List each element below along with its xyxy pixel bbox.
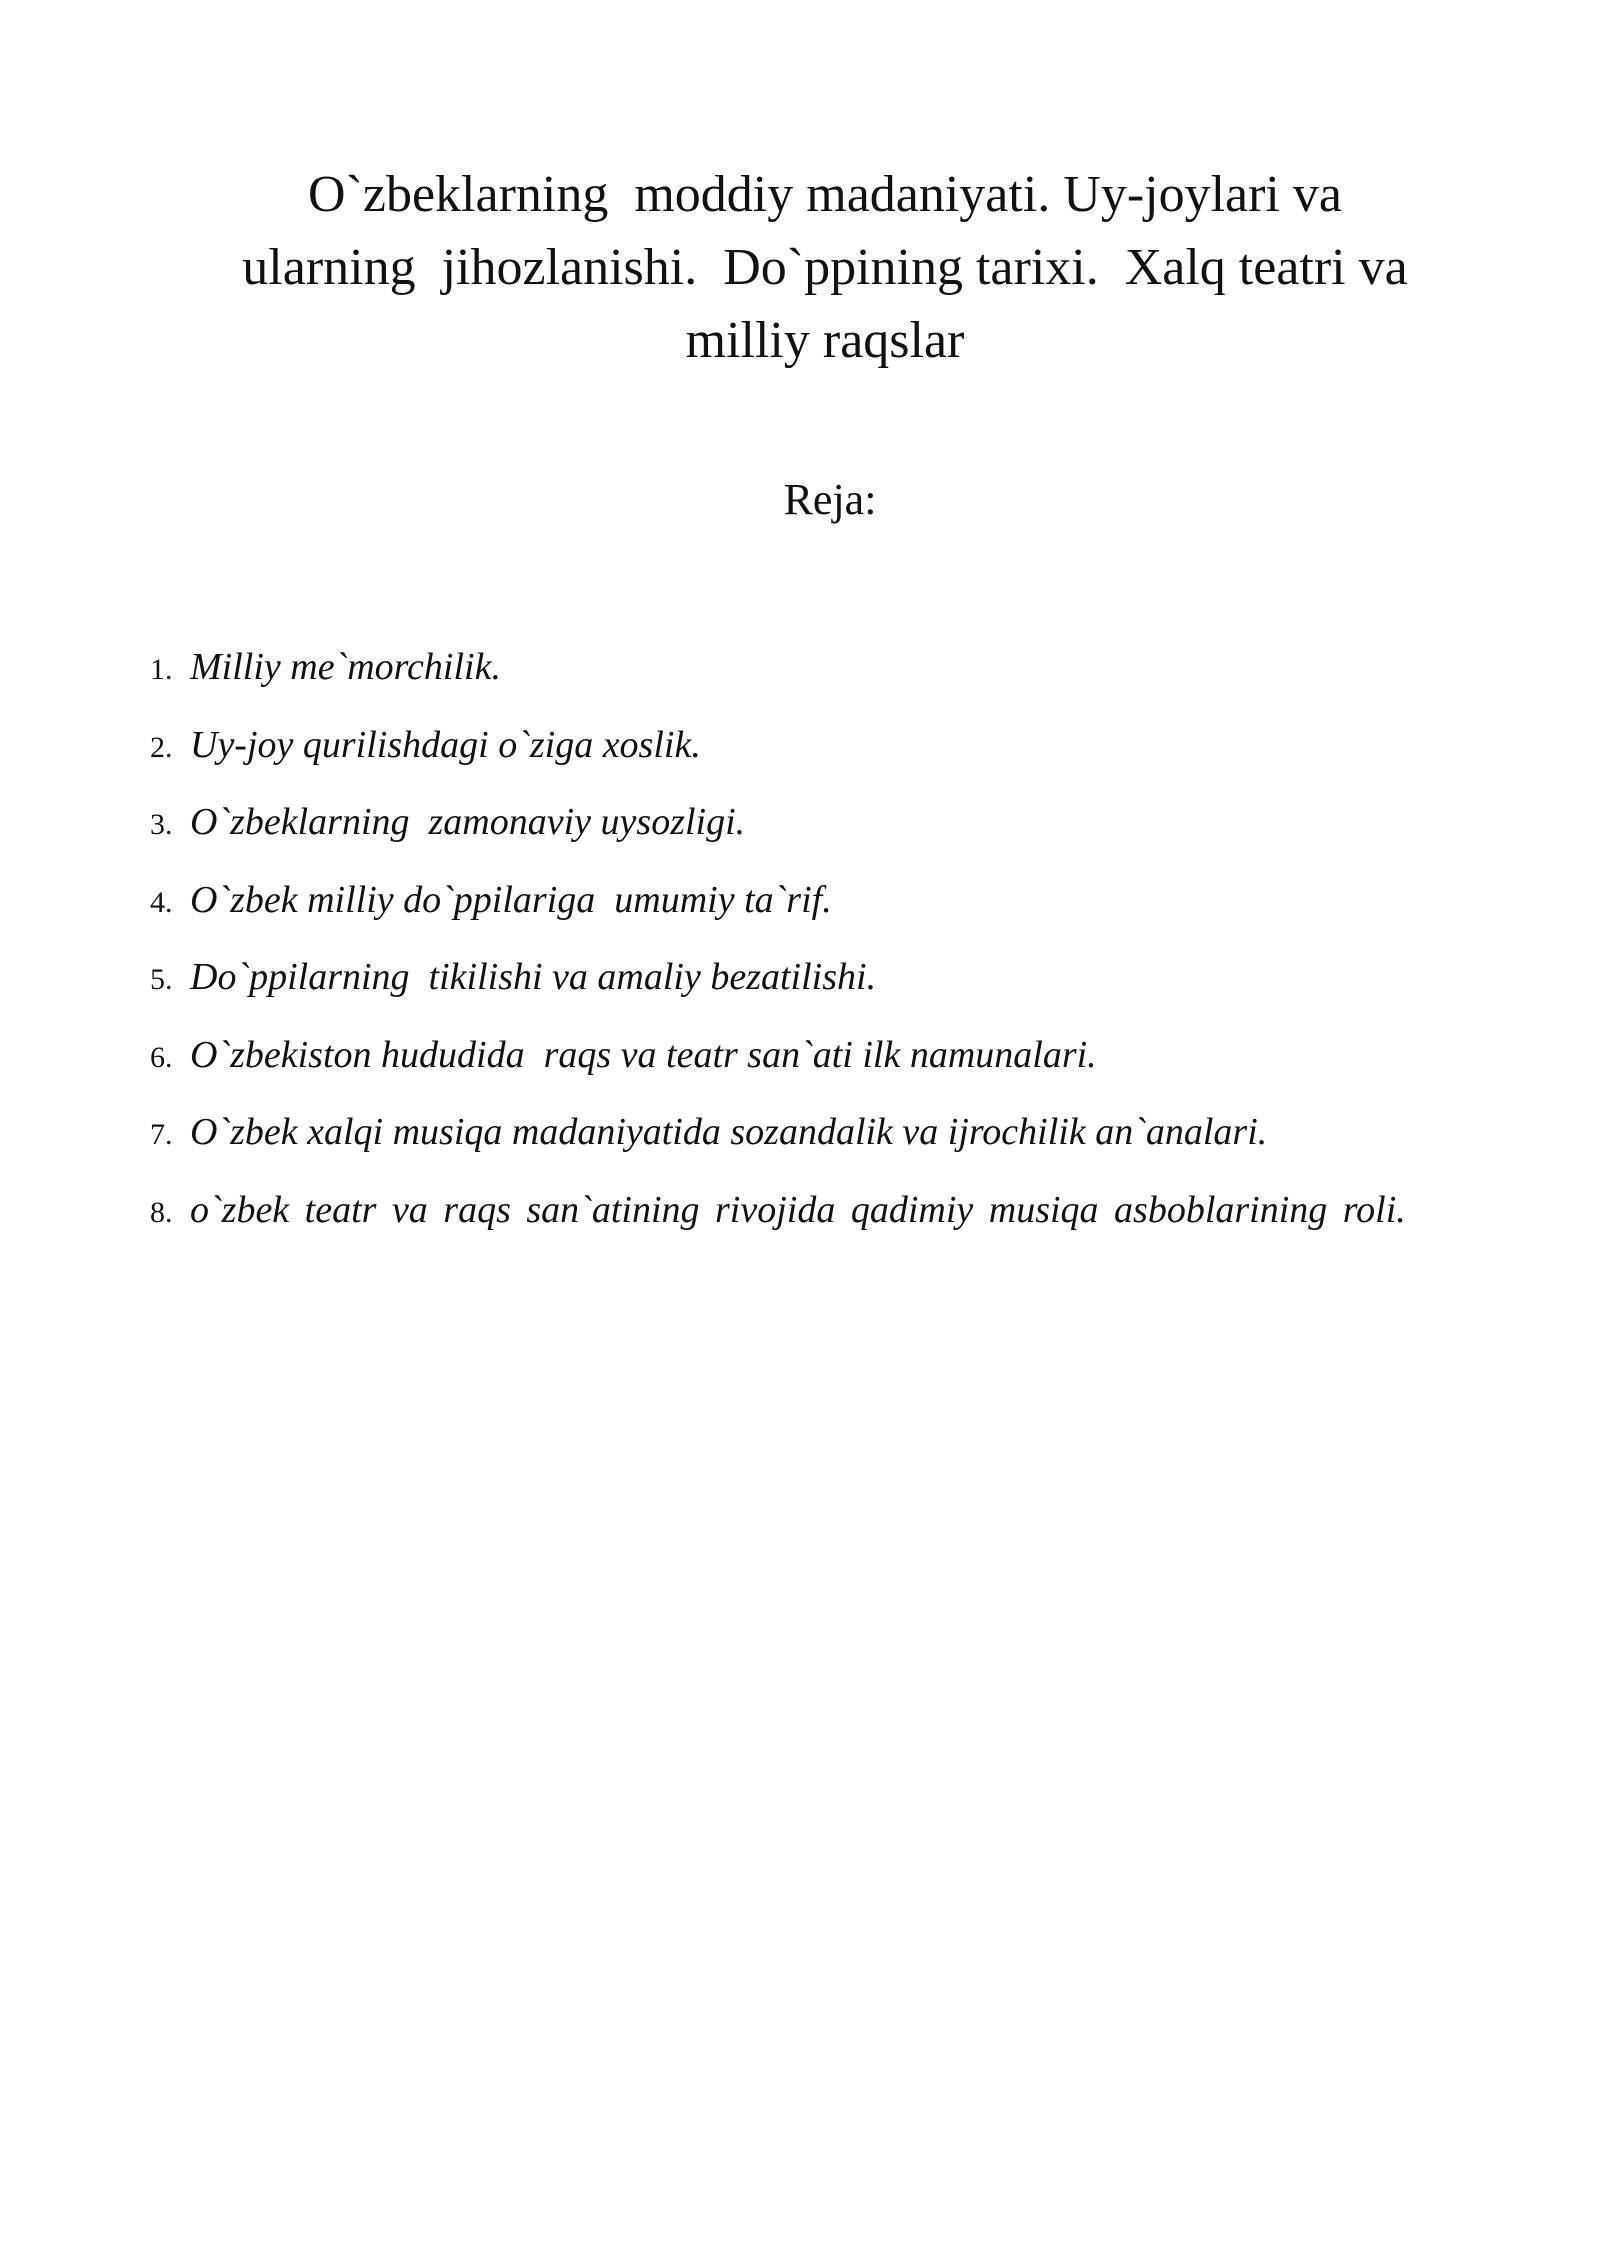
plan-item-number: 2. <box>150 730 173 764</box>
plan-item-7 <box>150 1095 1510 1173</box>
plan-item-6 <box>150 1018 1510 1096</box>
plan-item-3 <box>150 785 1510 863</box>
title-line-1: O`zbeklarning moddiy madaniyati. Uy-joylari va <box>308 166 1342 223</box>
plan-item-text: O`zbekiston hududida raqs va teatr san`ati ilk namunalari. <box>190 1033 1097 1076</box>
plan-item-text: o`zbek teatr va raqs san`atining rivojida qadimiy musiqa asboblarining roli. <box>190 1188 1406 1231</box>
plan-item-number: 8. <box>150 1195 173 1229</box>
plan-item-text: O`zbek xalqi musiqa madaniyatida sozandalik va ijrochilik an`analari. <box>190 1111 1268 1153</box>
plan-item-number: 3. <box>150 808 173 841</box>
plan-item-5 <box>150 940 1510 1018</box>
document-title <box>150 158 1500 377</box>
plan-item-text: Do`ppilarning tikilishi va amaliy bezatilishi. <box>190 956 877 998</box>
plan-item-number: 6. <box>150 1040 173 1074</box>
plan-heading: Reja: <box>783 475 877 524</box>
title-line-3: milliy raqslar <box>685 312 965 369</box>
plan-item-text: Uy-joy qurilishdagi o`ziga xoslik. <box>190 723 701 766</box>
plan-item-text: O`zbeklarning zamonaviy uysozligi. <box>190 801 746 843</box>
plan-item-1 <box>150 630 1510 708</box>
plan-list <box>150 630 1510 1250</box>
plan-item-8 <box>150 1173 1510 1251</box>
title-line-2: ularning jihozlanishi. Do`ppining tarixi. Xalq teatri va <box>242 239 1408 296</box>
plan-item-text: Milliy me`morchilik. <box>190 646 501 688</box>
plan-item-4 <box>150 863 1510 941</box>
plan-item-2 <box>150 708 1510 786</box>
plan-item-text: O`zbek milliy do`ppilariga umumiy ta`rif. <box>190 878 832 921</box>
plan-item-number: 4. <box>150 885 173 919</box>
plan-item-number: 1. <box>150 653 173 686</box>
plan-item-number: 5. <box>150 963 173 996</box>
plan-item-number: 7. <box>150 1118 173 1151</box>
